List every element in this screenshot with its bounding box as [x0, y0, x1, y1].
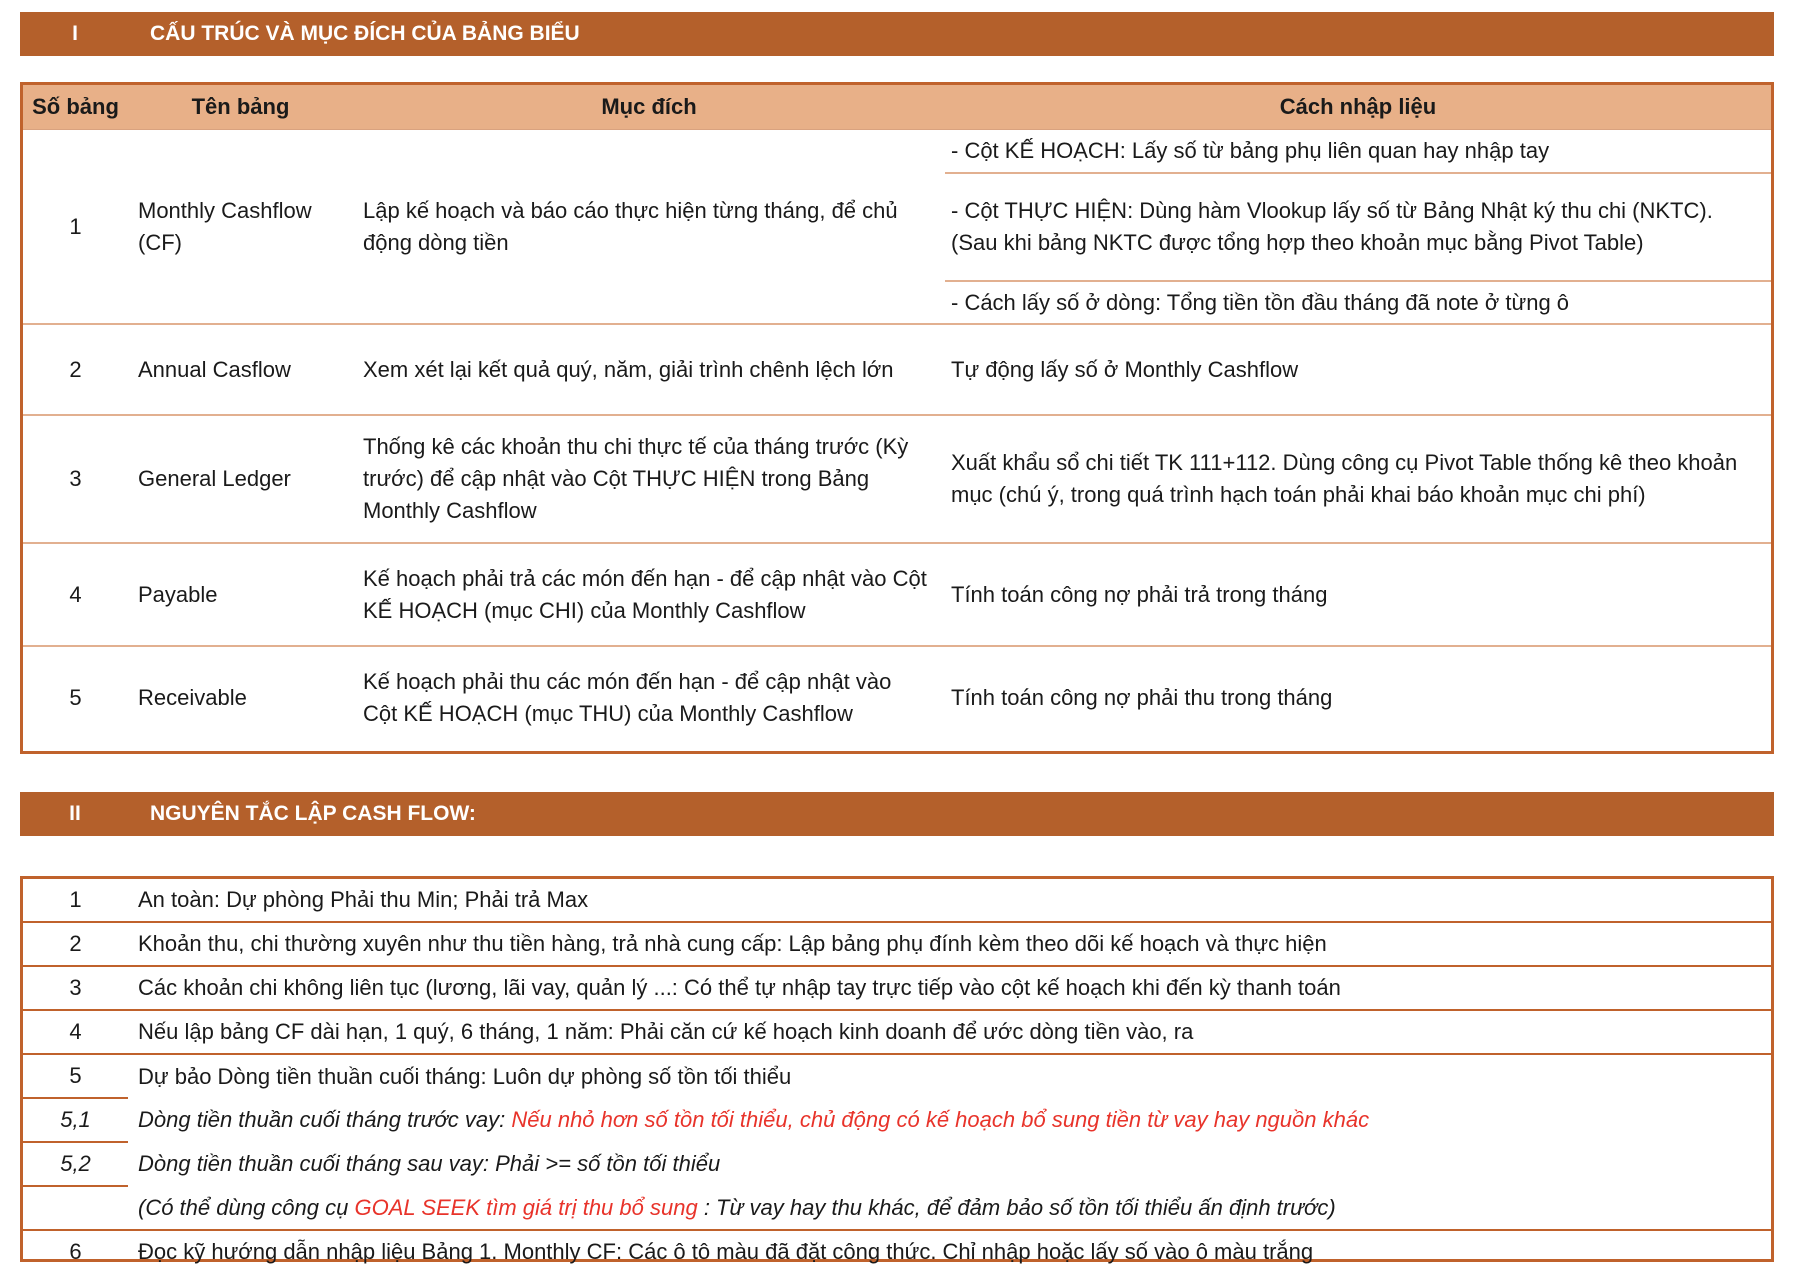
structure-table-frame	[20, 82, 1774, 754]
row-number: 5	[23, 646, 128, 749]
item-text	[128, 1186, 1771, 1230]
method-item: - Cột THỰC HIỆN: Dùng hàm Vlookup lấy số từ Bảng Nhật ký thu chi (NKTC). (Sau khi bảng NKTC được tổng hợp theo khoản mục bằng Pivot Table)	[945, 172, 1771, 280]
list-item	[23, 1186, 1771, 1230]
row-purpose: Thống kê các khoản thu chi thực tế của tháng trước (Kỳ trước) để cập nhật vào Cột THỰC HIỆN trong Bảng Monthly Cashflow	[353, 415, 945, 543]
header-so-bang: Số bảng	[23, 85, 128, 130]
row-method: Xuất khẩu sổ chi tiết TK 111+112. Dùng công cụ Pivot Table thống kê theo khoản mục (chú ý, trong quá trình hạch toán phải khai báo khoản mục chi phí)	[945, 415, 1771, 543]
item-text: Dòng tiền thuần cuối tháng sau vay: Phải >= số tồn tối thiểu	[138, 1151, 721, 1176]
row-name: Annual Casflow	[128, 324, 353, 415]
item-number: 1	[69, 887, 82, 912]
item-text: An toàn: Dự phòng Phải thu Min; Phải trả Max	[138, 887, 589, 912]
row-number: 2	[23, 324, 128, 415]
item-text-after: : Từ vay hay thu khác, để đảm bảo số tồn tối thiểu ấn định trước)	[703, 1194, 1336, 1220]
section-header-2	[20, 792, 1774, 836]
structure-table	[23, 85, 1771, 749]
row-method: Tính toán công nợ phải thu trong tháng	[945, 646, 1771, 749]
list-item	[23, 966, 1771, 1010]
table-header-row	[23, 85, 1771, 130]
table-row	[23, 324, 1771, 415]
section-header-1	[20, 12, 1774, 56]
item-text-main: Dòng tiền thuần cuối tháng trước vay:	[138, 1107, 512, 1132]
list-item	[23, 1142, 1771, 1186]
item-number: 5,2	[23, 1142, 128, 1186]
row-name: General Ledger	[128, 415, 353, 543]
table-row	[23, 543, 1771, 646]
row-name: Monthly Cashflow (CF)	[138, 197, 312, 255]
list-item	[23, 922, 1771, 966]
table-row	[23, 415, 1771, 543]
list-item	[23, 1098, 1771, 1142]
row-method: Tính toán công nợ phải trả trong tháng	[945, 543, 1771, 646]
row-number: 3	[23, 415, 128, 543]
item-text: Đọc kỹ hướng dẫn nhập liệu Bảng 1. Monthly CF: Các ô tô màu đã đặt công thức. Chỉ nhập hoặc lấy số vào ô màu trắng	[128, 1230, 1771, 1273]
item-text: Nếu lập bảng CF dài hạn, 1 quý, 6 tháng, 1 năm: Phải căn cứ kế hoạch kinh doanh để ước dòng tiền vào, ra	[128, 1010, 1771, 1054]
item-text-highlight: GOAL SEEK tìm giá trị thu bổ sung	[354, 1194, 704, 1220]
row-purpose: Lập kế hoạch và báo cáo thực hiện từng tháng, để chủ động dòng tiền	[363, 197, 898, 255]
principles-table	[23, 879, 1771, 1273]
method-item: - Cột KẾ HOẠCH: Lấy số từ bảng phụ liên quan hay nhập tay	[951, 138, 1550, 163]
item-number: 3	[23, 966, 128, 1010]
item-text-main: (Có thể dùng công cụ	[138, 1194, 355, 1220]
header-cach-nhap-lieu: Cách nhập liệu	[945, 85, 1771, 130]
list-item	[23, 1010, 1771, 1054]
row-purpose: Kế hoạch phải thu các món đến hạn - để cập nhật vào Cột KẾ HOẠCH (mục THU) của Monthly Cashflow	[353, 646, 945, 749]
row-purpose: Xem xét lại kết quả quý, năm, giải trình chênh lệch lớn	[353, 324, 945, 415]
item-text: Các khoản chi không liên tục (lương, lãi vay, quản lý ...: Có thể tự nhập tay trực tiếp vào cột kế hoạch khi đến kỳ thanh toán	[128, 966, 1771, 1010]
section-title: CẤU TRÚC VÀ MỤC ĐÍCH CỦA BẢNG BIỂU	[150, 22, 580, 45]
method-item: - Cách lấy số ở dòng: Tổng tiền tồn đầu tháng đã note ở từng ô	[945, 280, 1771, 323]
table-row	[23, 646, 1771, 749]
item-text: Khoản thu, chi thường xuyên như thu tiền hàng, trả nhà cung cấp: Lập bảng phụ đính kèm theo dõi kế hoạch và thực hiện	[128, 922, 1771, 966]
row-name: Payable	[128, 543, 353, 646]
row-method	[945, 130, 1771, 325]
item-number: 6	[23, 1230, 128, 1273]
list-item	[23, 1054, 1771, 1098]
section-number: I	[72, 22, 78, 45]
item-number: 5	[23, 1054, 128, 1098]
section-title: NGUYÊN TẮC LẬP CASH FLOW:	[150, 802, 476, 825]
header-ten-bang: Tên bảng	[128, 85, 353, 130]
row-purpose: Kế hoạch phải trả các món đến hạn - để cập nhật vào Cột KẾ HOẠCH (mục CHI) của Monthly Cashflow	[353, 543, 945, 646]
list-item	[23, 879, 1771, 922]
list-item	[23, 1230, 1771, 1273]
item-number: 5,1	[23, 1098, 128, 1142]
row-name: Receivable	[128, 646, 353, 749]
section-number: II	[69, 802, 81, 825]
table-row	[23, 130, 1771, 325]
item-number: 2	[23, 922, 128, 966]
item-text: Dự bảo Dòng tiền thuần cuối tháng: Luôn dự phòng số tồn tối thiểu	[128, 1054, 1771, 1098]
item-text	[128, 1098, 1771, 1142]
item-number: 4	[23, 1010, 128, 1054]
row-method: Tự động lấy số ở Monthly Cashflow	[945, 324, 1771, 415]
row-number: 1	[69, 213, 82, 239]
item-text-highlight: Nếu nhỏ hơn số tồn tối thiểu, chủ động có kế hoạch bổ sung tiền từ vay hay nguồn khác	[511, 1107, 1370, 1132]
row-number: 4	[23, 543, 128, 646]
principles-table-frame	[20, 876, 1774, 1262]
header-muc-dich: Mục đích	[353, 85, 945, 130]
item-number	[23, 1186, 128, 1230]
